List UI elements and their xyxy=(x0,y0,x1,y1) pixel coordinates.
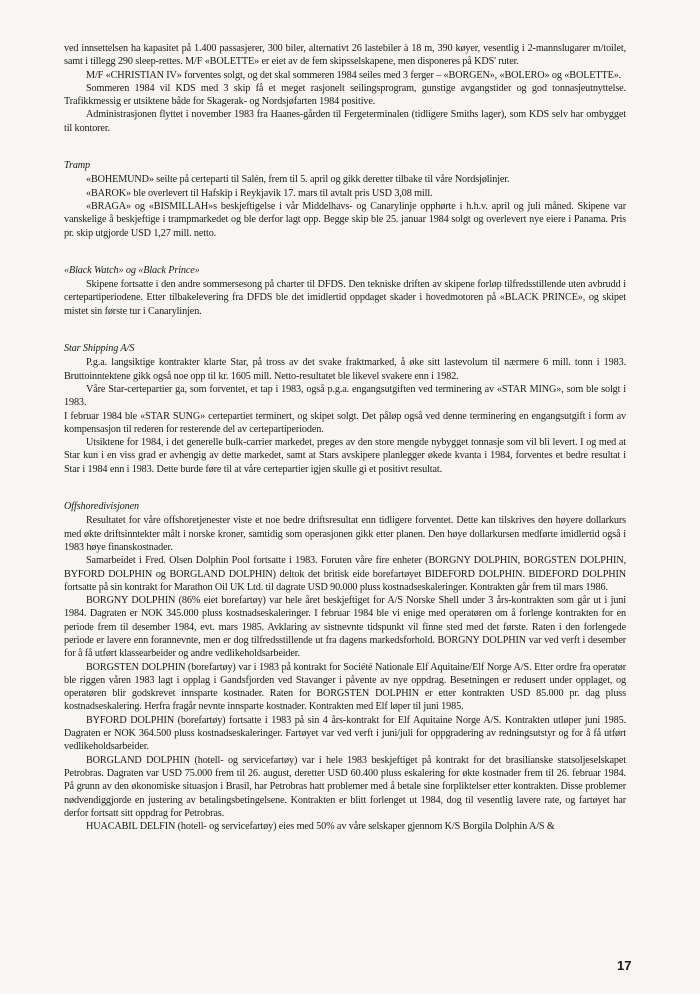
paragraph: «BAROK» ble overlevert til Hafskip i Reykjavik 17. mars til avtalt pris USD 3,08 mill. xyxy=(86,187,433,199)
paragraph: Sommeren 1984 vil KDS med 3 skip få et meget rasjonelt seilingsprogram, gunstige avgangstider og god tonnasjeutnyttelse. Trafikkmessig er utsiktene både for Skagerak- og Nordsjøfarten 1984 positive. xyxy=(64,82,626,108)
section-heading-tramp: Tramp xyxy=(64,160,91,172)
paragraph: Resultatet for våre offshoretjenester viste et noe bedre driftsresultat enn tidligere forventet. Dette kan tilskrives den høyere dollarkurs med økte driftsinntekter målt i norske kroner, samtidig som operasjonen gikk etter planen. Den høye dollarkursen medførte imidlertid også i 1983 høye finanskostnader. xyxy=(64,515,626,553)
paragraph: BYFORD DOLPHIN (borefartøy) fortsatte i 1983 på sin 4 års-kontrakt for Elf Aquitaine Norge A/S. Kontrakten utløper juni 1985. Dagraten er NOK 364.500 pluss kostnadseskaleringer. Fartøyet var ved verft i juni/juli for oppgradering av redningsutstyr og for å få utført vedlikeholdsarbeider. xyxy=(64,714,626,753)
paragraph: BORGLAND DOLPHIN (hotell- og servicefartøy) var i hele 1983 beskjeftiget på kontrakt for det brasilianske statsoljeselskapet Petrobras. Dagraten var USD 75.000 frem til 26. august, deretter USD 60.400 pluss eskalering for økte kostnader frem til 26. februar 1984. På grunn av den økonomiske situasjon i Brasil, har Petrobras hatt problemer med å betale sine forpliktelser etter kontrakten. Disse problemer nødvendiggjorde en justering av betalingsbetingelsene. Kontrakten er blitt forlenget ut 1984, dog til vesentlig lavere rate, og fartøyet har derfor fortsatt sitt oppdrag for Petrobras. xyxy=(64,754,626,819)
paragraph: M/F «CHRISTIAN IV» forventes solgt, og det skal sommeren 1984 seiles med 3 ferger – «BORGEN», «BOLERO» og «BOLETTE». xyxy=(86,69,622,81)
paragraph: «BRAGA» og «BISMILLAH»s beskjeftigelse i vår Middelhavs- og Canarylinje opphørte i h.h.v. april og juli måned. Skipene var vanskelige å beskjeftige i trampmarkedet og ble derfor lagt opp. Begge skip ble 25. januar 1984 solgt og overlevert nye eiere i Panama. Pris pr. skip utgjorde USD 1,27 mill. netto. xyxy=(64,200,626,239)
body-text xyxy=(64,42,626,833)
paragraph: HUACABIL DELFIN (hotell- og servicefartøy) eies med 50% av våre selskaper gjennom K/S Borgila Dolphin A/S & xyxy=(86,821,555,833)
section-heading-star-shipping: Star Shipping A/S xyxy=(64,343,135,355)
paragraph: Skipene fortsatte i den andre sommersesong på charter til DFDS. Den tekniske driften av skipene forløp tilfredsstillende uten avbrudd i certepartiperiodene. Etter tilbakelevering fra DFDS ble det imidlertid oppdaget skader i hovedmotoren på «BLACK PRINCE», og skipet mistet sin første tur i Canarylinjen. xyxy=(64,279,626,317)
paragraph: I februar 1984 ble «STAR SUNG» certepartiet terminert, og skipet solgt. Det påløp også ved denne terminering en engangsutgift i form av kompensasjon til rederen for resterende del av certepartiperioden. xyxy=(64,410,626,435)
paragraph: P.g.a. langsiktige kontrakter klarte Star, på tross av det svake fraktmarked, å øke sitt lastevolum til nærmere 6 mill. tonn i 1983. Bruttoinntektene gikk også noe opp til kr. 1605 mill. Netto-resultatet ble likevel svakere enn i 1982. xyxy=(64,357,626,382)
paragraph: Utsiktene for 1984, i det generelle bulk-carrier markedet, preges av den store mengde nybygget tonnasje som vil bli levert. I og med at Star kun i en viss grad er avhengig av dette markedet, samt at Stars avskipere planlegger økede kvanta i 1984, forventes et bedre resultat i Star i 1984 enn i 1983. Dette burde føre til at våre certepartier igjen skulle gi et positivt resultat. xyxy=(64,437,626,475)
section-heading-black-watch: «Black Watch» og «Black Prince» xyxy=(64,264,200,276)
section-heading-offshore: Offshoredivisjonen xyxy=(64,501,139,513)
paragraph: BORGSTEN DOLPHIN (borefartøy) var i 1983 på kontrakt for Société Nationale Elf Aquitaine/Elf Norge A/S. Etter ordre fra operatør ble riggen våren 1983 lagt i opplag i Gandsfjorden ved Stavanger i påvente av nye oppdrag. Besetningen er redusert under opplaget, og operatøren blir godskrevet innsparte kostnader. Raten for BORGSTEN DOLPHIN er etter kontrakten USD 85.000 pr. dag pluss kostnadseskalering. Herfra fragår nevnte innsparte kostnader. Kontrakten med Elf løper til juni 1985. xyxy=(64,661,626,713)
paragraph: Samarbeidet i Fred. Olsen Dolphin Pool fortsatte i 1983. Foruten våre fire enheter (BORGNY DOLPHIN, BORGSTEN DOLPHIN, BYFORD DOLPHIN og BORGLAND DOLPHIN) deltok det britisk eide borefartøyet BIDEFORD DOLPHIN. BIDEFORD DOLPHIN fortsatte på sin kontrakt for Marathon Oil UK Ltd. til dagrate USD 90.000 pluss kostnadseskaleringer. Kontrakten går frem til mars 1986. xyxy=(64,555,626,593)
page-number: 17 xyxy=(617,958,632,973)
paragraph: BORGNY DOLPHIN (86% eiet borefartøy) var hele året beskjeftiget for A/S Norske Shell under 3 års-kontrakten som går ut i juni 1984. Dagraten er NOK 345.000 pluss kostnadseskaleringer. I februar 1984 ble vi enige med operatøren om å forlenge kontrakten for en periode frem til desember 1984, evt. mars 1985. Avklaring av sistnevnte tidspunkt vil finne sted med det første. Raten i den forlengede periode er lavere enn forannevnte, men er dog tilfredsstillende ut fra dagens markedsforhold. BORGNY DOLPHIN var ved verft i desember for å få utført klassearbeider og andre vedlikeholdsarbeider. xyxy=(64,595,626,660)
paragraph: Våre Star-certepartier ga, som forventet, et tap i 1983, også p.g.a. engangsutgiften ved terminering av «STAR MING», som ble solgt i 1983. xyxy=(64,383,626,409)
paragraph: ved innsettelsen ha kapasitet på 1.400 passasjerer, 300 biler, alternativt 26 lastebiler à 18 m, 390 køyer, vesentlig i 2-mannslugarer m/toilet, samt i tillegg 290 sleep-rettes. M/F «BOLETTE» er eiet av de fem skipsselskapene, men disponeres på KDS' ruter. xyxy=(64,43,626,68)
paragraph: Administrasjonen flyttet i november 1983 fra Haanes-gården til Fergeterminalen (tidligere Smiths lager), som KDS selv har ombygget til kontorer. xyxy=(64,109,626,134)
paragraph: «BOHEMUND» seilte på certeparti til Salén, frem til 5. april og gikk deretter tilbake til våre Nordsjølinjer. xyxy=(86,174,510,186)
